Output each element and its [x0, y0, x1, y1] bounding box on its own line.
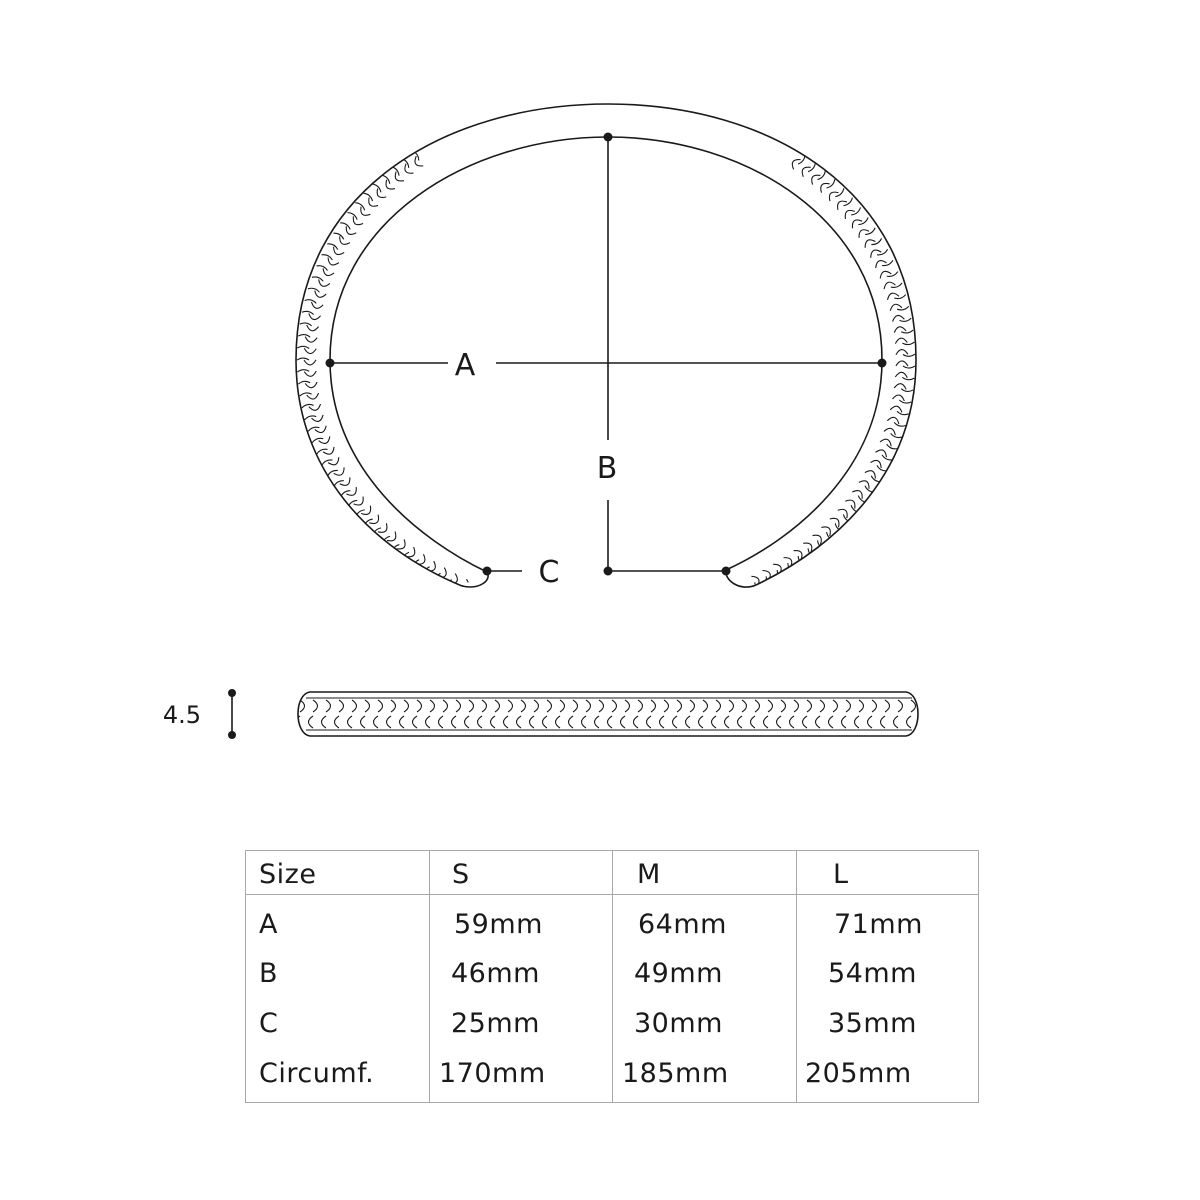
table-header-size: Size — [259, 859, 317, 890]
table-cell: 54mm — [828, 958, 917, 989]
weave-link — [482, 700, 487, 712]
dimension-a-right-dot — [878, 359, 887, 368]
dimension-c-label: C — [538, 555, 560, 590]
weave-link — [297, 370, 309, 372]
weave-link — [902, 377, 914, 379]
weave-link — [469, 700, 474, 712]
dimension-b-top-dot — [604, 133, 613, 142]
weave-link — [668, 611, 671, 623]
table-divider — [796, 851, 797, 1102]
weave-link — [901, 389, 913, 392]
weave-link — [686, 716, 691, 728]
weave-link — [456, 700, 461, 712]
weave-link — [680, 602, 686, 614]
weave-link — [893, 315, 905, 321]
weave-link — [378, 523, 387, 532]
weave-link — [882, 455, 893, 460]
weave-link — [681, 609, 685, 621]
weave-link — [673, 716, 678, 728]
weave-link — [305, 337, 317, 343]
weave-link — [339, 700, 344, 712]
weave-link — [894, 327, 906, 333]
weave-link — [346, 226, 356, 234]
table-row-label: A — [259, 909, 278, 940]
weave-link — [899, 400, 911, 403]
weave-link — [716, 700, 721, 712]
weave-link — [792, 160, 800, 170]
weave-link — [328, 457, 339, 465]
table-cell: 49mm — [634, 958, 723, 989]
weave-link — [751, 716, 756, 728]
weave-link — [560, 700, 565, 712]
weave-link — [870, 460, 881, 468]
weave-link — [895, 338, 907, 344]
weave-link — [482, 595, 487, 606]
weave-link — [807, 700, 812, 712]
weave-link — [794, 700, 799, 712]
weave-link — [387, 532, 396, 541]
weave-link — [378, 700, 383, 712]
weave-link — [802, 167, 811, 177]
weave-link — [803, 716, 808, 728]
weave-link — [323, 447, 334, 454]
weave-link — [717, 591, 724, 602]
weave-link — [595, 716, 600, 728]
weave-link — [881, 716, 886, 728]
weave-link — [508, 700, 513, 712]
weave-link — [334, 467, 344, 475]
weave-link — [898, 700, 903, 712]
weave-link — [871, 250, 882, 258]
weave-link — [884, 428, 895, 435]
bracelet-side-view — [296, 692, 919, 736]
weave-link — [355, 203, 364, 211]
weave-link — [352, 700, 357, 712]
weave-link — [470, 591, 475, 602]
table-cell: 170mm — [439, 1058, 546, 1089]
weave-link — [327, 470, 337, 476]
weave-link — [369, 197, 378, 206]
weave-link — [634, 716, 639, 728]
weave-link — [901, 330, 913, 333]
weave-link — [719, 598, 724, 609]
dimension-a — [326, 348, 887, 383]
weave-link — [316, 266, 327, 271]
weave-link — [348, 716, 353, 728]
weave-link — [896, 350, 908, 355]
dimension-a-label: A — [454, 348, 476, 383]
dimension-b — [597, 133, 618, 576]
weave-link — [305, 416, 317, 420]
weave-link — [547, 700, 552, 712]
weave-link — [361, 207, 371, 216]
weave-link — [729, 700, 734, 712]
weave-link — [309, 313, 321, 319]
weave-link — [486, 589, 493, 600]
table-divider — [612, 851, 613, 1102]
weave-link — [833, 700, 838, 712]
dimension-height-bottom-dot — [228, 731, 236, 739]
weave-link — [784, 558, 792, 568]
weave-link — [677, 700, 682, 712]
weave-link — [530, 716, 535, 728]
weave-link — [406, 547, 414, 557]
weave-link — [504, 716, 509, 728]
weave-link — [892, 395, 904, 401]
weave-link — [417, 554, 425, 564]
table-divider — [429, 851, 430, 1102]
table-cell: 185mm — [622, 1058, 729, 1089]
weave-link — [699, 716, 704, 728]
weave-link — [300, 323, 312, 326]
table-cell: 25mm — [451, 1008, 540, 1039]
weave-link — [328, 257, 339, 264]
weave-link — [395, 172, 404, 181]
weave-link — [655, 613, 658, 625]
weave-link — [838, 509, 847, 518]
weave-link — [397, 539, 406, 549]
bracelet-weave-pattern — [297, 151, 915, 629]
weave-link — [614, 617, 616, 629]
table-cell: 71mm — [834, 909, 923, 940]
weave-link — [790, 716, 795, 728]
weave-link — [322, 716, 327, 728]
dimension-c-right-dot — [722, 567, 731, 576]
weave-link — [534, 700, 539, 712]
weave-link — [638, 700, 643, 712]
weave-link — [298, 335, 310, 338]
weave-link — [612, 700, 617, 712]
weave-link — [845, 500, 855, 508]
dimension-b-label: B — [596, 451, 618, 486]
weave-link — [911, 700, 916, 712]
weave-link — [547, 612, 550, 624]
weave-link — [511, 597, 518, 609]
weave-link — [621, 716, 626, 728]
weave-link — [319, 279, 330, 286]
weave-link — [897, 411, 909, 414]
weave-link — [308, 427, 319, 431]
weave-link — [426, 716, 431, 728]
weave-link — [452, 716, 457, 728]
weave-link — [569, 716, 574, 728]
table-header-divider — [246, 894, 978, 895]
weave-link — [628, 616, 630, 628]
weave-link — [465, 716, 470, 728]
weave-link — [896, 361, 908, 366]
weave-link — [899, 318, 911, 321]
weave-link — [655, 606, 661, 618]
table-cell: 59mm — [454, 909, 543, 940]
weave-link — [333, 233, 343, 239]
weave-link — [365, 700, 370, 712]
weave-link — [387, 716, 392, 728]
weave-link — [865, 240, 875, 248]
size-table — [245, 850, 979, 1103]
dimension-height-top-dot — [228, 689, 236, 697]
weave-link — [404, 700, 409, 712]
table-cell: 35mm — [828, 1008, 917, 1039]
weave-link — [777, 716, 782, 728]
weave-link — [537, 603, 543, 615]
weave-link — [543, 716, 548, 728]
weave-link — [894, 716, 899, 728]
weave-link — [846, 700, 851, 712]
weave-link — [728, 587, 735, 598]
weave-link — [897, 306, 909, 310]
weave-link — [319, 436, 330, 443]
weave-link — [556, 716, 561, 728]
weave-link — [590, 610, 595, 622]
weave-link — [894, 295, 905, 299]
weave-link — [563, 607, 569, 619]
weave-link — [315, 291, 326, 298]
weave-link — [405, 164, 414, 174]
table-header-s: S — [452, 859, 470, 890]
weave-link — [877, 249, 888, 255]
weave-link — [813, 535, 822, 544]
weave-link — [491, 716, 496, 728]
weave-link — [835, 523, 844, 531]
table-row-label: Circumf. — [259, 1058, 375, 1089]
weave-link — [859, 700, 864, 712]
weave-link — [309, 716, 314, 728]
weave-link — [305, 382, 317, 388]
weave-link — [903, 354, 915, 356]
weave-link — [439, 716, 444, 728]
weave-link — [521, 700, 526, 712]
weave-link — [347, 213, 357, 220]
weave-link — [647, 716, 652, 728]
weave-link — [694, 605, 698, 617]
weave-link — [586, 700, 591, 712]
table-cell: 46mm — [451, 958, 540, 989]
weave-link — [731, 593, 736, 604]
weave-link — [311, 302, 323, 308]
weave-link — [725, 716, 730, 728]
weave-link — [322, 255, 333, 260]
weave-link — [891, 433, 902, 437]
weave-link — [517, 716, 522, 728]
bracelet-right-end — [726, 570, 756, 587]
table-cell: 64mm — [638, 909, 727, 940]
weave-link — [865, 471, 875, 479]
table-row-label: B — [259, 958, 279, 989]
weave-link — [305, 300, 317, 304]
weave-link — [386, 180, 395, 189]
weave-link — [705, 595, 712, 606]
weave-link — [690, 700, 695, 712]
weave-link — [894, 384, 906, 390]
weave-link — [703, 700, 708, 712]
weave-link — [902, 342, 914, 345]
weave-link — [334, 247, 345, 255]
weave-link — [876, 261, 887, 268]
weave-link — [651, 700, 656, 712]
weave-link — [829, 716, 834, 728]
weave-link — [820, 700, 825, 712]
weave-link — [430, 700, 435, 712]
weave-link — [391, 700, 396, 712]
bracelet-side-outline — [298, 692, 918, 736]
weave-link — [865, 228, 875, 235]
weave-link — [872, 700, 877, 712]
weave-link — [308, 288, 319, 292]
weave-link — [508, 604, 512, 616]
weave-link — [830, 518, 839, 527]
weave-link — [326, 700, 331, 712]
weave-link — [576, 609, 581, 621]
weave-link — [664, 700, 669, 712]
weave-link — [877, 465, 888, 471]
weave-link — [377, 188, 386, 197]
weave-link — [755, 700, 760, 712]
weave-link — [323, 268, 334, 275]
weave-link — [458, 585, 463, 596]
weave-link — [887, 417, 899, 424]
bracelet-inner-outline — [330, 137, 882, 572]
weave-link — [495, 700, 500, 712]
weave-link — [443, 700, 448, 712]
weave-link — [884, 282, 895, 289]
weave-link — [880, 439, 891, 446]
weave-link — [907, 716, 912, 728]
dimension-a-left-dot — [326, 359, 335, 368]
weave-link — [302, 404, 314, 407]
weave-link — [894, 422, 906, 426]
weave-link — [625, 700, 630, 712]
weave-link — [880, 271, 891, 278]
weave-link — [400, 716, 405, 728]
table-cell: 30mm — [634, 1008, 723, 1039]
weave-link — [561, 614, 564, 626]
weave-link — [364, 193, 373, 201]
weave-link — [599, 700, 604, 712]
weave-link — [816, 716, 821, 728]
weave-link — [304, 360, 316, 365]
weave-link — [302, 311, 314, 314]
weave-link — [307, 325, 319, 331]
weave-link — [601, 617, 603, 629]
weave-link — [361, 716, 366, 728]
weave-link — [340, 236, 350, 244]
weave-link — [821, 527, 830, 536]
weave-link — [768, 700, 773, 712]
weave-link — [890, 406, 902, 412]
weave-link — [307, 393, 319, 399]
weave-link — [641, 615, 644, 627]
dimension-height — [163, 689, 236, 739]
weave-link — [743, 588, 748, 599]
weave-link — [313, 700, 318, 712]
weave-link — [521, 607, 525, 619]
weave-link — [887, 444, 898, 449]
weave-link — [660, 716, 665, 728]
weave-link — [642, 608, 648, 620]
weave-link — [461, 579, 468, 590]
weave-link — [764, 716, 769, 728]
dimension-height-label: 4.5 — [162, 701, 202, 729]
weave-link — [885, 700, 890, 712]
weave-link — [327, 244, 338, 250]
weave-link — [868, 716, 873, 728]
weave-link — [812, 175, 821, 184]
table-cell: 205mm — [805, 1058, 912, 1089]
weave-link — [859, 481, 869, 489]
table-row-label: C — [259, 1008, 279, 1039]
weave-link — [582, 716, 587, 728]
weave-link — [821, 183, 830, 192]
weave-link — [738, 716, 743, 728]
weave-link — [858, 217, 868, 224]
weave-link — [340, 223, 350, 230]
weave-link — [335, 716, 340, 728]
weave-link — [298, 381, 310, 384]
weave-link — [707, 602, 711, 613]
weave-link — [372, 184, 381, 192]
weave-link — [871, 238, 881, 244]
weave-link — [629, 609, 634, 621]
weave-link — [574, 616, 576, 628]
weave-link — [616, 610, 621, 622]
weave-link — [852, 491, 862, 499]
weave-link — [712, 716, 717, 728]
weave-link — [608, 716, 613, 728]
weave-link — [903, 366, 915, 368]
bracelet-top-view — [296, 104, 916, 629]
bracelet-side-weave-pattern — [296, 700, 916, 728]
weave-link — [415, 156, 423, 166]
weave-link — [842, 716, 847, 728]
weave-link — [417, 700, 422, 712]
weave-link — [297, 358, 309, 360]
weave-link — [498, 593, 505, 604]
weave-link — [781, 700, 786, 712]
table-header-m: M — [637, 859, 661, 890]
weave-link — [588, 617, 590, 629]
weave-link — [692, 599, 699, 611]
weave-link — [304, 371, 316, 376]
weave-link — [374, 716, 379, 728]
weave-link — [742, 700, 747, 712]
weave-link — [603, 610, 608, 622]
weave-link — [667, 604, 673, 616]
table-header-l: L — [833, 859, 849, 890]
weave-link — [855, 716, 860, 728]
weave-link — [312, 277, 323, 281]
weave-link — [304, 348, 316, 353]
dimension-c-left-dot — [483, 567, 492, 576]
weave-link — [524, 600, 530, 612]
weave-link — [300, 393, 312, 396]
weave-link — [550, 606, 556, 618]
weave-link — [573, 700, 578, 712]
weave-link — [353, 216, 363, 224]
weave-link — [534, 610, 537, 622]
weave-link — [875, 450, 886, 457]
weave-link — [413, 716, 418, 728]
weave-link — [478, 716, 483, 728]
weave-link — [495, 600, 499, 611]
weave-link — [794, 551, 802, 561]
weave-link — [895, 372, 907, 377]
weave-link — [803, 543, 812, 553]
weave-link — [297, 346, 309, 348]
